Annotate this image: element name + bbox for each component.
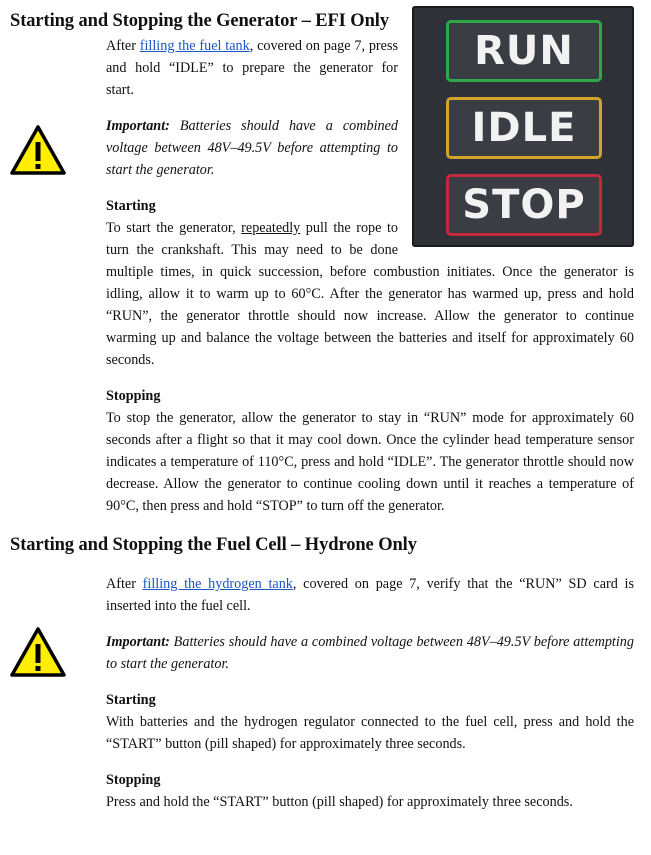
generator-important-l1: Batteries should have a combined xyxy=(169,118,398,134)
stop-button-image: STOP xyxy=(446,174,602,236)
generator-intro-line3: start. xyxy=(106,82,134,98)
warning-triangle-icon xyxy=(9,626,67,678)
generator-starting-underlined: repeatedly xyxy=(241,220,301,236)
generator-starting-paragraph-top xyxy=(106,217,398,261)
fuelcell-intro-post: , covered on page 7, verify that the “RUN” SD card is inserted into the fuel cell. xyxy=(106,576,634,614)
generator-starting-heading: Starting xyxy=(106,198,156,214)
generator-starting-line2: turn the crankshaft. This may need to be done xyxy=(106,242,398,258)
fuelcell-section-title: Starting and Stopping the Fuel Cell – Hydrone Only xyxy=(10,535,417,555)
generator-important-l2: voltage between 48V–49.5V before attempting to xyxy=(106,140,398,156)
fuelcell-starting-heading: Starting xyxy=(106,692,156,708)
generator-starting-pre: To start the generator, xyxy=(106,220,242,236)
fuelcell-stopping-heading: Stopping xyxy=(106,772,161,788)
fuelcell-stopping-paragraph: Press and hold the “START” button (pill shaped) for approximately three seconds. xyxy=(106,794,573,810)
generator-important-label: Important: xyxy=(106,118,170,134)
fuelcell-starting-paragraph: With batteries and the hydrogen regulator connected to the fuel cell, press and hold the “START” button (pill shaped) for approximately three seconds. xyxy=(106,714,634,752)
generator-important-note xyxy=(106,115,398,181)
generator-control-panel-image xyxy=(412,6,634,247)
idle-button-image: IDLE xyxy=(446,97,602,159)
generator-intro-post: , covered on page 7, press xyxy=(249,38,398,54)
generator-starting-post: pull the rope to xyxy=(300,220,398,236)
generator-intro-paragraph xyxy=(106,35,398,101)
fuelcell-intro-pre: After xyxy=(106,576,143,592)
generator-stopping-heading: Stopping xyxy=(106,388,161,404)
fuelcell-important-note xyxy=(106,631,634,675)
generator-important-l3: start the generator. xyxy=(106,162,215,178)
fuelcell-important-label: Important: xyxy=(106,634,170,650)
generator-intro-pre: After xyxy=(106,38,140,54)
fuel-tank-link[interactable]: filling the fuel tank xyxy=(139,38,250,54)
generator-stopping-paragraph: To stop the generator, allow the generator to stay in “RUN” mode for approximately 60 seconds after a flight so that it may cool down. Once the cylinder head temperature sensor indicates a temperature of 110°C, press and hold “IDLE”. The generator throttle should now decrease. Allow the generator to continue cooling down until it reaches a temperature of 90°C, then press and hold “STOP” to turn off the generator. xyxy=(106,410,634,514)
fuelcell-intro-paragraph xyxy=(106,573,634,617)
warning-triangle-icon xyxy=(9,124,67,176)
hydrogen-tank-link[interactable]: filling the hydrogen tank xyxy=(142,576,293,592)
generator-section-title: Starting and Stopping the Generator – EFI Only xyxy=(10,11,389,31)
generator-intro-line2: and hold “IDLE” to prepare the generator for xyxy=(106,60,398,76)
run-button-image: RUN xyxy=(446,20,602,82)
generator-starting-paragraph-rest: multiple times, in quick succession, before combustion initiates. Once the generator is idling, allow it to warm up to 60°C. After the generator has warmed up, press and hold “RUN”, the generator throttle should now increase. Allow the generator to continue warming up and balance the voltage between the batteries and itself for approximately 60 seconds. xyxy=(106,264,634,368)
fuelcell-important-text: Batteries should have a combined voltage between 48V–49.5V before attempting to start the generator. xyxy=(106,634,634,672)
